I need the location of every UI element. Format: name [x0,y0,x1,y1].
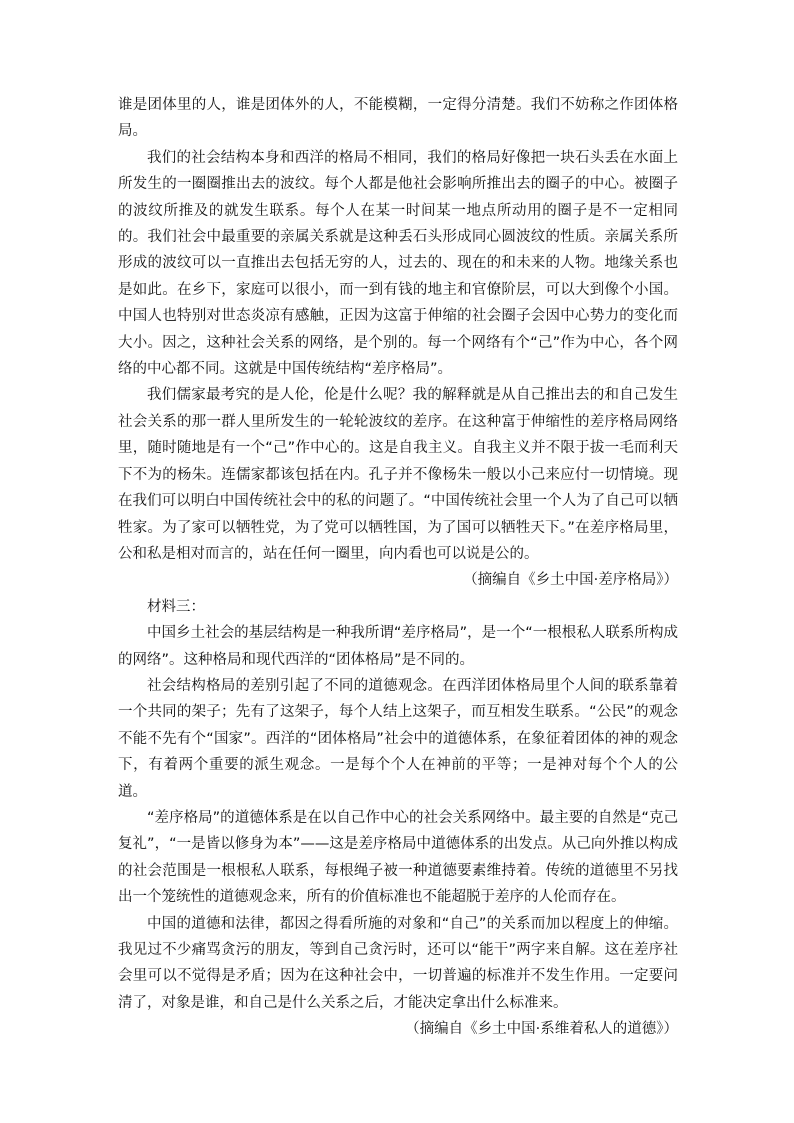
paragraph-4: 中国乡土社会的基层结构是一种我所谓“差序格局”，是一个“一根根私人联系所构成的网络”。这种格局和现代西洋的“团体格局”是不同的。 [118,625,678,668]
material-heading: 材料三： [147,598,205,615]
paragraph-1: 谁是团体里的人，谁是团体外的人，不能模糊，一定得分清楚。我们不妨称之作团体格局。 [118,97,678,140]
paragraph-5: 社会结构格局的差别引起了不同的道德观念。在西洋团体格局里个人间的联系靠着一个共同的架子；先有了这架子，每个人结上这架子，而互相发生联系。“公民”的观念不能不先有个“国家”。西洋的“团体格局”社会中的道德体系，在象征着团体的神的观念下，有着两个重要的派生观念。一是每个个人在神前的平等；一是神对每个个人的公道。 [118,677,678,800]
paragraph-2: 我们的社会结构本身和西洋的格局不相同，我们的格局好像把一块石头丢在水面上所发生的一圈圈推出去的波纹。每个人都是他社会影响所推出去的圈子的中心。被圈子的波纹所推及的就发生联系。每个人在某一时间某一地点所动用的圈子是不一定相同的。我们社会中最重要的亲属关系就是这种丢石头形成同心圆波纹的性质。亲属关系所形成的波纹可以一直推出去包括无穷的人，过去的、现在的和未来的人物。地缘关系也是如此。在乡下，家庭可以很小，而一到有钱的地主和官僚阶层，可以大到像个小国。中国人也特别对世态炎凉有感触，正因为这富于伸缩的社会圈子会因中心势力的变化而大小。因之，这种社会关系的网络，是个别的。每一个网络有个“己”作为中心，各个网络的中心都不同。这就是中国传统结构“差序格局”。 [118,149,678,378]
source-citation-2: （摘编自《乡土中国·系维着私人的道德》） [405,1021,678,1038]
document-page [118,92,678,1043]
paragraph-7: 中国的道德和法律，都因之得看所施的对象和“自己”的关系而加以程度上的伸缩。我见过不少痛骂贪污的朋友，等到自己贪污时，还可以“能干”两字来自解。这在差序社会里可以不觉得是矛盾；因为在这种社会中，一切普遍的标准并不发生作用。一定要问清了，对象是谁，和自己是什么关系之后，才能决定拿出什么标准来。 [118,915,678,1011]
paragraph-3: 我们儒家最考究的是人伦，伦是什么呢？我的解释就是从自己推出去的和自己发生社会关系的那一群人里所发生的一轮轮波纹的差序。在这种富于伸缩性的差序格局网络里，随时随地是有一个“己”作中心的。这是自我主义。自我主义并不限于拔一毛而利天下不为的杨朱。连儒家都该包括在内。孔子并不像杨朱一般以小己来应付一切情境。现在我们可以明白中国传统社会中的私的问题了。“中国传统社会里一个人为了自己可以牺牲家。为了家可以牺牲党，为了党可以牺牲国，为了国可以牺牲天下。”在差序格局里，公和私是相对而言的，站在任何一圈里，向内看也可以说是公的。 [118,387,678,562]
paragraph-6: “差序格局”的道德体系是在以自己作中心的社会关系网络中。最主要的自然是“克己复礼”，“一是皆以修身为本”——这是差序格局中道德体系的出发点。从己向外推以构成的社会范围是一根根私人联系，每根绳子被一种道德要素维持着。传统的道德里不另找出一个笼统性的道德观念来，所有的价值标准也不能超脱于差序的人伦而存在。 [118,809,678,906]
source-citation-1: （摘编自《乡土中国·差序格局》） [463,572,678,589]
